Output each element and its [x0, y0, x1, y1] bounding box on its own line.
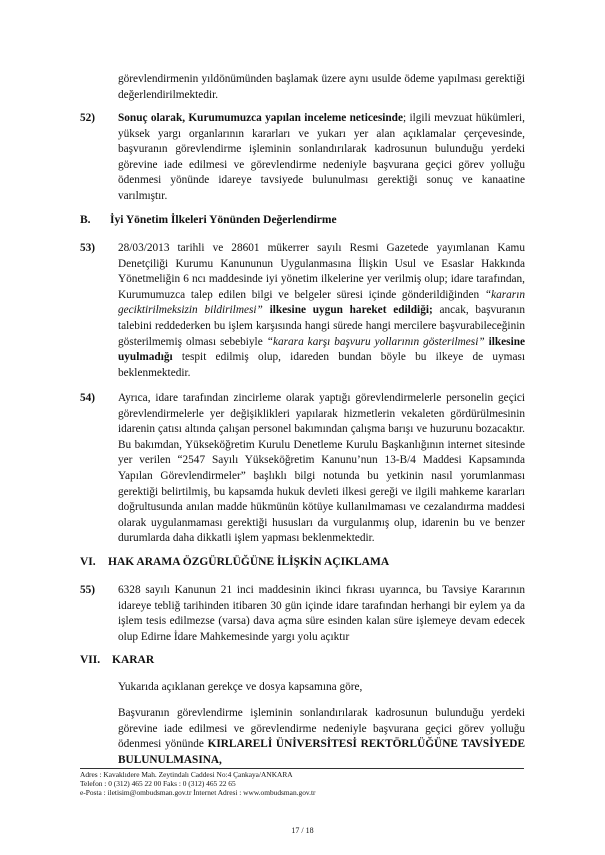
section-vi-title: HAK ARAMA ÖZGÜRLÜĞÜNE İLİŞKİN AÇIKLAMA [108, 556, 390, 568]
paragraph-54-number: 54) [80, 392, 96, 404]
paragraph-53 [118, 241, 525, 381]
p53-text-1: 28/03/2013 tarihli ve 28601 mükerrer sayılı Resmi Gazetede yayımlanan Kamu Denetçiliği Kurumu Kanununun Uygulanmasına İlişkin Usul ve Esaslar Hakkında Yönetmeliğin 6 ncı maddesinde iyi yönetim ilkelerine yer verilmiş olup; idare tarafından, Kurumumuzca talep edilen bilgi ve belgeler süresi içinde gönderildiğinden [118, 242, 525, 301]
paragraph-52-text: ; ilgili mevzuat hükümleri, yüksek yargı organlarının kararları ve yukarı yer alan açıklamalar çerçevesinde, başvuranın görevlendirme işleminin sonlandırılarak kadrosunun bulunduğu yerdeki görevine iade edilmesi ve görevlendirme nedeniyle başvurana geçici görev yolluğu ödenmesi yönünde idareye tavsiyede bulunulması gerektiği sonuç ve kanaatine varılmıştır. [118, 112, 525, 202]
paragraph-53-number: 53) [80, 242, 96, 254]
p53-text-3: tespit edilmiş olup, idareden bundan böyle bu ilkeye de uyması beklenmektedir. [118, 351, 525, 379]
karar-decision [118, 706, 525, 768]
paragraph-52-lead: Sonuç olarak, Kurumumuzca yapılan inceleme neticesinde [118, 112, 403, 124]
p53-bold-1: ilkesine uygun hareket edildiği; [262, 304, 433, 317]
p53-text-2: ancak, başvuranın talebini reddederken bu işlem karşısında hangi sürede hangi mercilere başvurabileceğinin gösterilmemiş olması sebebiyle [118, 304, 525, 348]
karar-intro: Yukarıda açıklanan gerekçe ve dosya kapsamına göre, [118, 681, 363, 693]
footer-divider [80, 768, 524, 769]
paragraph-52-number: 52) [80, 112, 96, 124]
section-vii-title: KARAR [112, 654, 155, 666]
footer-email: e-Posta : iletisim@ombudsman.gov.tr İnternet Adresi : www.ombudsman.gov.tr [80, 788, 316, 798]
paragraph-55-number: 55) [80, 584, 96, 596]
section-b-title: İyi Yönetim İlkeleri Yönünden Değerlendirme [110, 214, 337, 226]
footer-phone: Telefon : 0 (312) 465 22 00 Faks : 0 (312) 465 22 65 [80, 779, 236, 789]
p53-bold-2: ilkesine uyulmadığı [118, 335, 526, 364]
paragraph-54: Ayrıca, idare tarafından zincirleme olarak yaptığı görevlendirmelerle personelin geçici görevlendirmelerle yer değişiklikleri yapılarak hizmetlerin vekaleten gördürülmesinin idarenin çatısı altında çalışan personel bakımından çalışma barışı ve huzurunu bozacaktır. Bu bakımdan, Yükseköğretim Kurulu Denetleme Kurulu Başkanlığının internet sitesinde yer verilen “2547 Sayılı Yükseköğretim Kanunu’nun 13-B/4 Maddesi Kapsamında Yapılan Görevlendirmeler” başlıklı bilgi notunda bu yetkinin nasıl yorumlanması gerektiği belirtilmiş, bu kapsamda hukuk devleti ilkesi gereği ve ilgili mahkeme kararları doğrultusunda anılan madde hükmünün kötüye kullanılmaması ve cezalandırma maddesi olarak uygulanmaması gerektiği hususları da vurgulanmış olup, idarenin bu ve benzer durumlarda daha dikkatli işlem yapması beklenmektedir. [118, 392, 525, 545]
section-b-letter: B. [80, 214, 91, 226]
intro-continuation: görevlendirmenin yıldönümünden başlamak üzere aynı usulde ödeme yapılması gerektiği değerlendirilmektedir. [118, 73, 525, 101]
p53-italic-1: “kararın geciktirilmeksizin bildirilmesi” [118, 288, 525, 317]
page-number: 17 / 18 [291, 826, 314, 835]
section-vii-number: VII. [80, 654, 101, 666]
footer-address: Adres : Kavaklıdere Mah. Zeytindalı Caddesi No:4 Çankaya/ANKARA [80, 770, 293, 779]
paragraph-55: 6328 sayılı Kanunun 21 inci maddesinin ikinci fıkrası uyarınca, bu Tavsiye Kararının idareye tebliğ tarihinden itibaren 30 gün içinde idare tarafından herhangi bir eylem ya da işlem tesis edilmezse (varsa) dava açma süre esinden kalan süre işlemeye devam edecek olup Edirne İdare Mahkemesinde yargı yolu açıktır [118, 584, 525, 643]
paragraph-52 [118, 111, 525, 205]
karar-text: Başvuranın görevlendirme işleminin sonlandırılarak kadrosunun bulunduğu yerdeki görevine iade edilmesi ve görevlendirme nedeniyle başvurana geçici görev yolluğu ödenmesi yönünde [118, 707, 525, 751]
karar-bold: KIRLARELİ ÜNİVERSİTESİ REKTÖRLÜĞÜNE TAVSİYEDE BULUNULMASINA, [118, 738, 525, 766]
section-vi-number: VI. [80, 556, 96, 568]
p53-italic-2: “karara karşı başvuru yollarının gösterilmesi” [266, 335, 485, 348]
footer [80, 770, 315, 798]
